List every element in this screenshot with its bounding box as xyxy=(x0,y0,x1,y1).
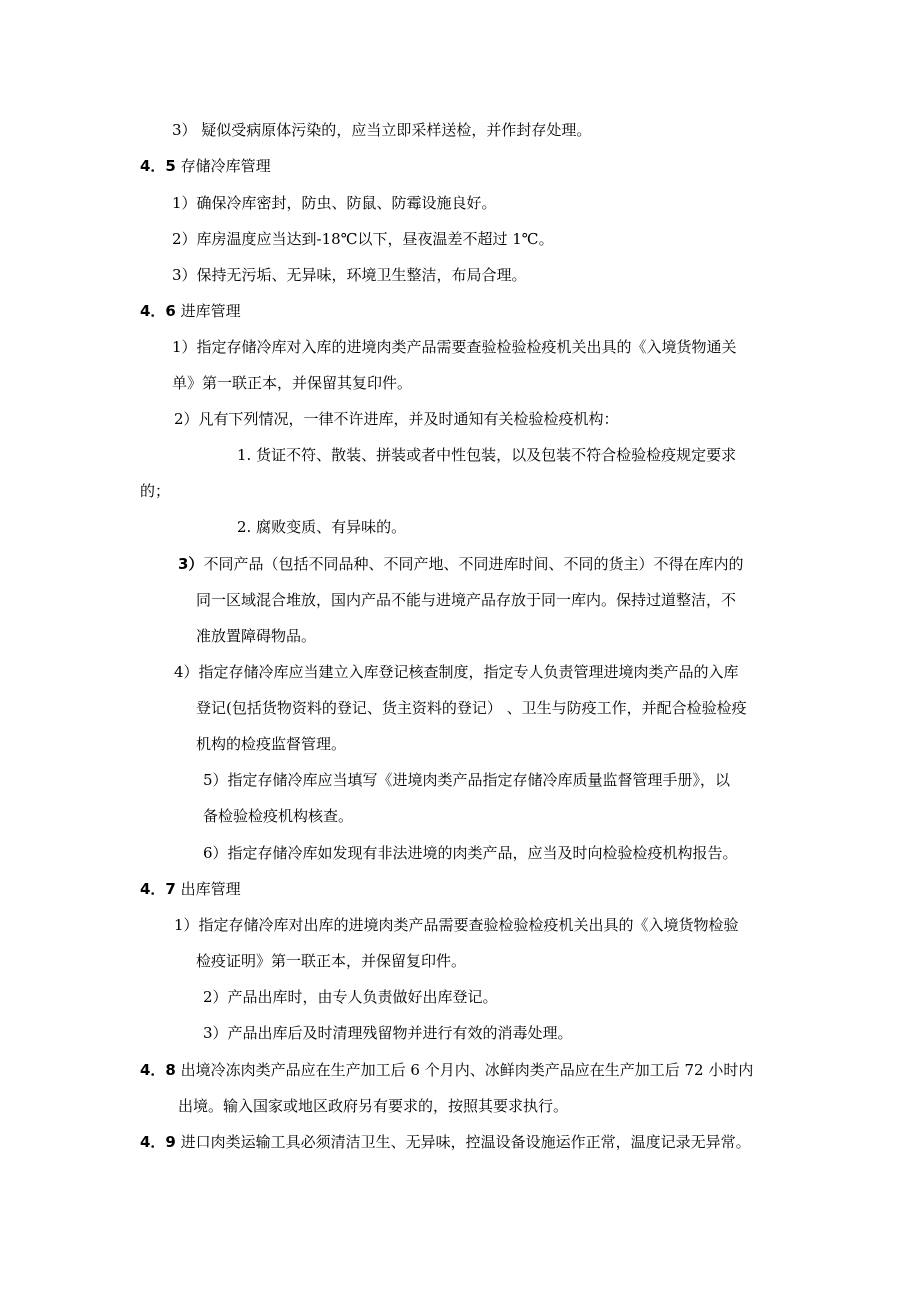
paragraph-line: 3）不同产品（包括不同品种、不同产地、不同进库时间、不同的货主）不得在库内的 xyxy=(178,555,744,573)
section-heading-4-7 xyxy=(140,879,241,899)
paragraph-line: 2）库房温度应当达到-18℃以下，昼夜温差不超过 1℃。 xyxy=(172,230,554,248)
section-heading-4-8 xyxy=(140,1060,753,1080)
paragraph-line: 1）指定存储冷库对出库的进境肉类产品需要查验检验检疫机关出具的《入境货物检验 xyxy=(174,916,739,934)
section-number: 4．5 xyxy=(140,157,176,175)
paragraph-line: 准放置障碍物品。 xyxy=(196,627,317,645)
paragraph-line: 2）凡有下列情况，一律不许进库，并及时通知有关检验检疫机构： xyxy=(174,410,619,428)
paragraph-line: 3）保持无污垢、无异味，环境卫生整洁，布局合理。 xyxy=(172,266,527,284)
paragraph-line: 检疫证明》第一联正本，并保留复印件。 xyxy=(196,952,467,970)
section-title: 出库管理 xyxy=(180,880,241,898)
section-number: 4．9 xyxy=(140,1133,176,1151)
paragraph-line: 备检验检疫机构核查。 xyxy=(203,807,354,825)
section-number: 4．6 xyxy=(140,302,176,320)
section-text: 出境冷冻肉类产品应在生产加工后 6 个月内、冰鲜肉类产品应在生产加工后 72 小时内 xyxy=(180,1061,754,1079)
paragraph-line: 机构的检疫监督管理。 xyxy=(196,735,347,753)
paragraph-line: 2. 腐败变质、有异味的。 xyxy=(237,518,407,536)
section-title: 进库管理 xyxy=(180,302,241,320)
section-title: 存储冷库管理 xyxy=(180,157,271,175)
paragraph-line: 3） 疑似受病原体污染的，应当立即采样送检，并作封存处理。 xyxy=(172,121,592,139)
item-number: 3） xyxy=(178,555,204,573)
paragraph-line: 5）指定存储冷库应当填写《进境肉类产品指定存储冷库质量监督管理手册》，以 xyxy=(203,771,731,789)
section-number: 4．8 xyxy=(140,1061,176,1079)
paragraph-line: 4）指定存储冷库应当建立入库登记核查制度，指定专人负责管理进境肉类产品的入库 xyxy=(174,663,739,681)
paragraph-line: 1）指定存储冷库对入库的进境肉类产品需要查验检验检疫机关出具的《入境货物通关 xyxy=(172,338,737,356)
paragraph-line: 3）产品出库后及时清理残留物并进行有效的消毒处理。 xyxy=(203,1024,573,1042)
paragraph-line: 的； xyxy=(140,482,171,500)
section-heading-4-6 xyxy=(140,301,241,321)
paragraph-line: 2）产品出库时，由专人负责做好出库登记。 xyxy=(203,988,498,1006)
paragraph-line: 出境。输入国家或地区政府另有要求的，按照其要求执行。 xyxy=(178,1097,569,1115)
paragraph-line: 登记(包括货物资料的登记、货主资料的登记） 、卫生与防疫工作，并配合检验检疫 xyxy=(196,699,747,717)
paragraph-line: 1. 货证不符、散装、拼装或者中性包装，以及包装不符合检验检疫规定要求 xyxy=(237,446,737,464)
section-heading-4-9 xyxy=(140,1132,751,1152)
paragraph-line: 6）指定存储冷库如发现有非法进境的肉类产品，应当及时向检验检疫机构报告。 xyxy=(203,844,738,862)
paragraph-line: 1）确保冷库密封，防虫、防鼠、防霉设施良好。 xyxy=(172,194,497,212)
paragraph-line: 同一区域混合堆放，国内产品不能与进境产品存放于同一库内。保持过道整洁，不 xyxy=(196,591,737,609)
paragraph-line: 单》第一联正本，并保留其复印件。 xyxy=(172,374,413,392)
section-heading-4-5 xyxy=(140,156,271,176)
section-text: 进口肉类运输工具必须清洁卫生、无异味，控温设备设施运作正常，温度记录无异常。 xyxy=(180,1133,751,1151)
section-number: 4．7 xyxy=(140,880,176,898)
